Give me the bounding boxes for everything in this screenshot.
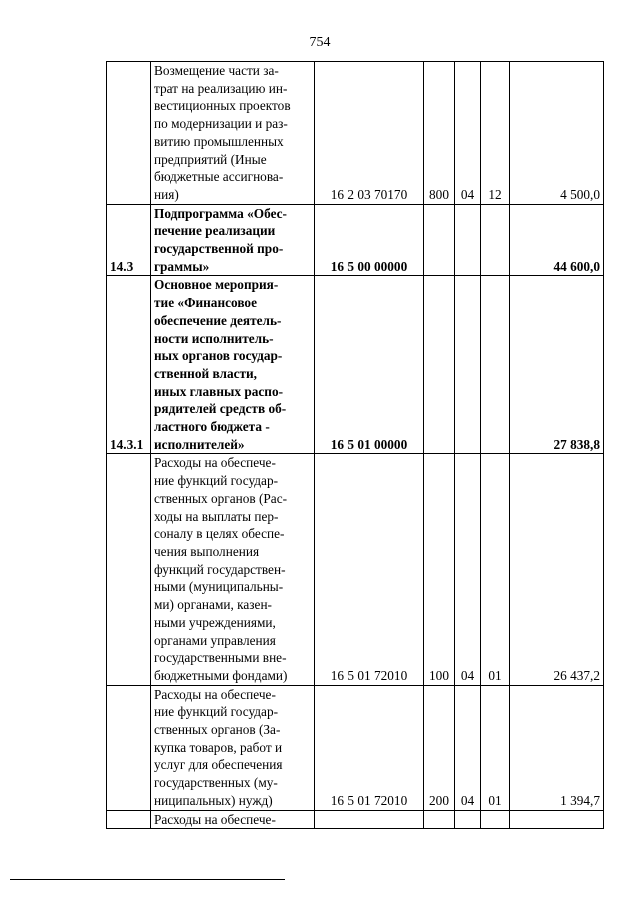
subsection-code: [481, 810, 510, 829]
table-row: [107, 62, 604, 205]
row-number: [107, 810, 151, 829]
subsection-code: 01: [481, 685, 510, 810]
row-name: [151, 204, 315, 276]
table-row: [107, 276, 604, 454]
expense-type-code: [424, 204, 455, 276]
row-name: [151, 810, 315, 829]
row-number: [107, 62, 151, 205]
row-number: [107, 685, 151, 810]
subsection-code: [481, 276, 510, 454]
target-article-code: 16 5 01 00000: [315, 276, 424, 454]
subsection-code: [481, 204, 510, 276]
row-name-text: Расходы на обеспече-: [154, 811, 276, 827]
amount: 1 394,7: [510, 685, 604, 810]
row-number: 14.3.1: [107, 276, 151, 454]
section-code: [455, 810, 481, 829]
row-name: [151, 276, 315, 454]
budget-table: [106, 61, 604, 829]
footer-rule: [10, 879, 285, 880]
target-article-code: 16 5 01 72010: [315, 454, 424, 685]
expense-type-code: [424, 276, 455, 454]
amount: 27 838,8: [510, 276, 604, 454]
target-article-code: 16 5 00 00000: [315, 204, 424, 276]
expense-type-code: 800: [424, 62, 455, 205]
section-code: [455, 276, 481, 454]
section-code: 04: [455, 454, 481, 685]
target-article-code: [315, 810, 424, 829]
target-article-code: 16 2 03 70170: [315, 62, 424, 205]
page-number: 754: [309, 35, 331, 50]
row-name: [151, 62, 315, 205]
expense-type-code: 100: [424, 454, 455, 685]
expense-type-code: [424, 810, 455, 829]
subsection-code: 01: [481, 454, 510, 685]
row-name: [151, 685, 315, 810]
row-name-text: Подпрограмма «Обес- печение реализации государственной про- граммы»: [154, 205, 287, 274]
expense-type-code: 200: [424, 685, 455, 810]
row-name-text: Основное мероприя- тие «Финансовое обеспечение деятель- ности исполнитель- ных органов государ- ственной власти, иных главных распо- рядителей средств об- ластного бюджета - исполнителей»: [154, 277, 287, 452]
subsection-code: 12: [481, 62, 510, 205]
section-code: [455, 204, 481, 276]
row-number: [107, 454, 151, 685]
row-number: 14.3: [107, 204, 151, 276]
amount: 26 437,2: [510, 454, 604, 685]
row-name: [151, 454, 315, 685]
table-row: [107, 454, 604, 685]
row-name-text: Возмещение части за- трат на реализацию ин- вестиционных проектов по модернизации и раз- витию промышленных предприятий (Иные бюджетные ассигнова- ния): [154, 63, 291, 202]
row-name-text: Расходы на обеспече- ние функций государ- ственных органов (За- купка товаров, работ и услуг для обеспечения государственных (му- ниципальных) нужд): [154, 686, 283, 808]
amount: 4 500,0: [510, 62, 604, 205]
table-row: [107, 685, 604, 810]
table-row: [107, 204, 604, 276]
section-code: 04: [455, 685, 481, 810]
row-name-text: Расходы на обеспече- ние функций государ- ственных органов (Рас- ходы на выплаты пер- соналу в целях обеспе- чения выполнения функций государствен- ными (муниципальны- ми) органами, казен- ными учреждениями, органами управления государственными вне- бюджетными фондами): [154, 455, 288, 683]
section-code: 04: [455, 62, 481, 205]
amount: 44 600,0: [510, 204, 604, 276]
target-article-code: 16 5 01 72010: [315, 685, 424, 810]
table-row: [107, 810, 604, 829]
amount: [510, 810, 604, 829]
